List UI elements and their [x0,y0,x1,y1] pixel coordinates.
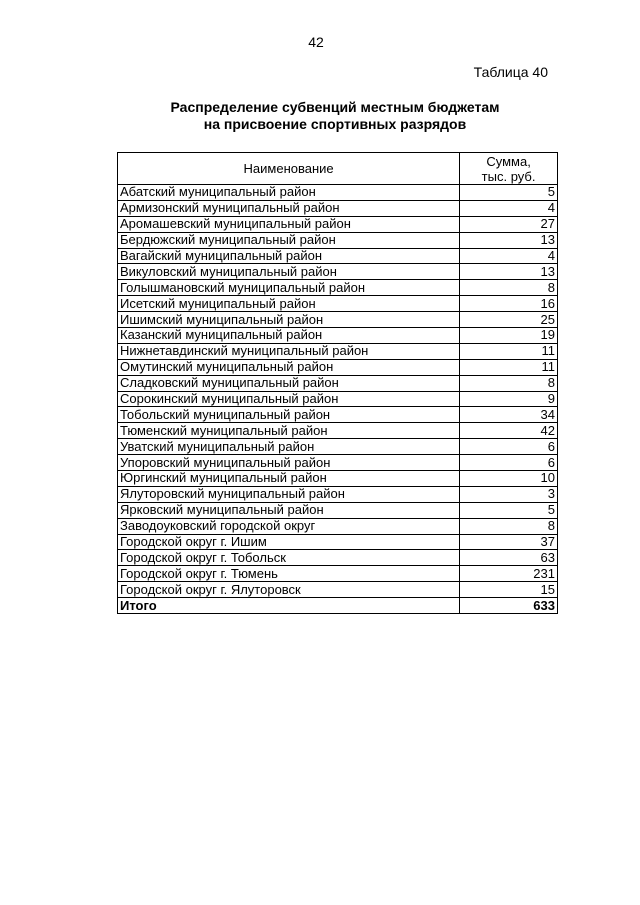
table-row [118,502,558,518]
table-header-row [118,153,558,185]
table-label: Таблица 40 [473,64,548,80]
row-sum: 4 [460,248,558,264]
row-name: Казанский муниципальный район [118,328,460,344]
row-name: Уватский муниципальный район [118,439,460,455]
total-sum: 633 [460,598,558,614]
table-row [118,471,558,487]
page-number: 42 [308,34,324,50]
row-name: Юргинский муниципальный район [118,471,460,487]
row-sum: 6 [460,439,558,455]
row-sum: 8 [460,375,558,391]
table-row [118,343,558,359]
row-sum: 11 [460,343,558,359]
row-name: Ишимский муниципальный район [118,312,460,328]
row-sum: 8 [460,280,558,296]
table-row [118,216,558,232]
row-sum: 3 [460,486,558,502]
row-sum: 5 [460,502,558,518]
table-row [118,185,558,201]
table-body [118,185,558,614]
column-header-sum-line-2: тыс. руб. [481,168,536,184]
row-name: Исетский муниципальный район [118,296,460,312]
table-row [118,375,558,391]
column-header-name: Наименование [118,153,460,185]
row-sum: 63 [460,550,558,566]
row-sum: 27 [460,216,558,232]
row-sum: 8 [460,518,558,534]
row-name: Ярковский муниципальный район [118,502,460,518]
row-name: Нижнетавдинский муниципальный район [118,343,460,359]
row-sum: 42 [460,423,558,439]
row-name: Аромашевский муниципальный район [118,216,460,232]
row-sum: 10 [460,471,558,487]
title-line-1: Распределение субвенций местным бюджетам [170,99,500,115]
row-sum: 6 [460,455,558,471]
table-row [118,232,558,248]
row-sum: 4 [460,200,558,216]
row-sum: 231 [460,566,558,582]
row-sum: 25 [460,312,558,328]
table-row [118,407,558,423]
table-row [118,296,558,312]
table-row [118,423,558,439]
row-name: Тюменский муниципальный район [118,423,460,439]
table-row [118,391,558,407]
row-name: Омутинский муниципальный район [118,359,460,375]
table-row [118,439,558,455]
row-sum: 5 [460,185,558,201]
row-name: Армизонский муниципальный район [118,200,460,216]
row-name: Городской округ г. Тобольск [118,550,460,566]
row-sum: 13 [460,232,558,248]
row-sum: 13 [460,264,558,280]
row-name: Вагайский муниципальный район [118,248,460,264]
table-row [118,486,558,502]
table-row [118,566,558,582]
row-name: Упоровский муниципальный район [118,455,460,471]
table-row [118,312,558,328]
table-row [118,455,558,471]
row-name: Городской округ г. Ишим [118,534,460,550]
row-sum: 11 [460,359,558,375]
row-name: Городской округ г. Ялуторовск [118,582,460,598]
table-row [118,359,558,375]
row-sum: 9 [460,391,558,407]
table-row [118,328,558,344]
row-name: Ялуторовский муниципальный район [118,486,460,502]
row-name: Сладковский муниципальный район [118,375,460,391]
row-sum: 16 [460,296,558,312]
row-name: Тобольский муниципальный район [118,407,460,423]
row-sum: 37 [460,534,558,550]
table-row [118,582,558,598]
table-row [118,248,558,264]
row-name: Сорокинский муниципальный район [118,391,460,407]
row-sum: 34 [460,407,558,423]
column-header-sum-line-1: Сумма, [486,153,531,169]
row-sum: 15 [460,582,558,598]
total-row [118,598,558,614]
row-name: Викуловский муниципальный район [118,264,460,280]
row-name: Бердюжский муниципальный район [118,232,460,248]
table-row [118,534,558,550]
row-name: Городской округ г. Тюмень [118,566,460,582]
row-name: Голышмановский муниципальный район [118,280,460,296]
table-row [118,280,558,296]
row-name: Абатский муниципальный район [118,185,460,201]
title-line-2: на присвоение спортивных разрядов [203,116,467,132]
table-row [118,264,558,280]
total-label: Итого [118,598,460,614]
document-title [0,99,640,133]
table-row [118,200,558,216]
subvention-table [117,152,558,614]
table-row [118,550,558,566]
table-row [118,518,558,534]
row-sum: 19 [460,328,558,344]
row-name: Заводоуковский городской округ [118,518,460,534]
column-header-sum [460,153,558,185]
